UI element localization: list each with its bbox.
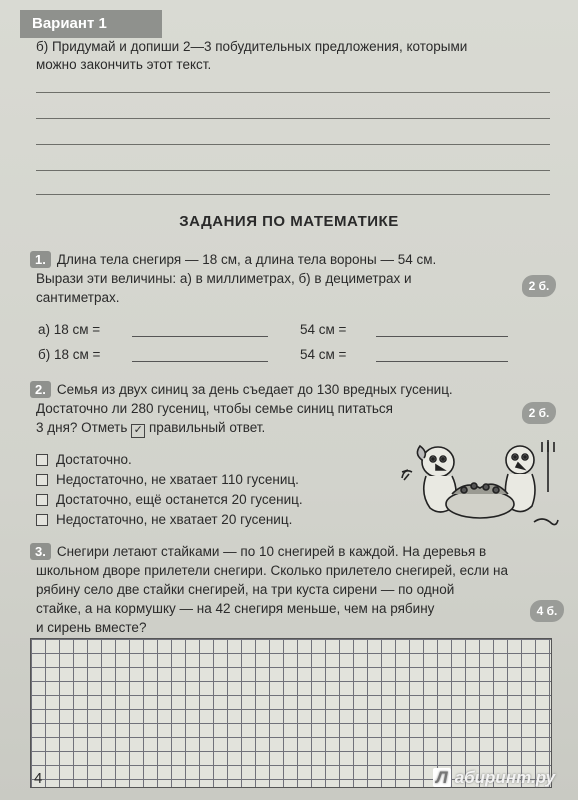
task1-row-a-left: а) 18 см =: [38, 322, 101, 337]
task2-line2: Достаточно ли 280 гусениц, чтобы семье синиц питаться: [36, 401, 393, 416]
task3-line2: школьном дворе прилетели снегири. Сколько прилетело снегирей, если на: [36, 563, 509, 578]
option-label: Достаточно, ещё останется 20 гусениц.: [56, 492, 303, 507]
checkbox[interactable]: [36, 454, 48, 466]
task3-line5: и сирень вместе?: [36, 620, 147, 635]
watermark-text: абиринт.ру: [454, 768, 556, 787]
checkbox[interactable]: [36, 514, 48, 526]
checkbox[interactable]: [36, 474, 48, 486]
writing-line[interactable]: [36, 144, 550, 145]
task2-text: [30, 380, 530, 438]
task3-number: 3.: [30, 543, 51, 560]
checkbox[interactable]: [36, 494, 48, 506]
task1-line1: Длина тела снегиря — 18 см, а длина тела вороны — 54 см.: [56, 252, 437, 267]
task2-line3-post: правильный ответ.: [148, 420, 266, 435]
task-b-text: [36, 38, 556, 74]
option-2[interactable]: [36, 472, 299, 487]
option-label: Достаточно.: [56, 452, 132, 467]
watermark-logo-mark: Л: [433, 768, 451, 787]
answer-blank[interactable]: [376, 336, 508, 337]
task3-line1: Снегири летают стайками — по 10 снегирей в каждой. На деревья в: [56, 544, 487, 559]
writing-line[interactable]: [36, 170, 550, 171]
task2-points-badge: 2 б.: [522, 402, 556, 424]
task3-points-badge: 4 б.: [530, 600, 564, 622]
task2-line3-pre: 3 дня? Отметь: [36, 420, 128, 435]
writing-line[interactable]: [36, 118, 550, 119]
task-b-line2: можно закончить этот текст.: [36, 57, 212, 72]
task3-text: [30, 542, 550, 637]
option-3[interactable]: [36, 492, 303, 507]
option-label: Недостаточно, не хватает 20 гусениц.: [56, 512, 293, 527]
answer-blank[interactable]: [132, 361, 268, 362]
task3-line3: рябину село две стайки снегирей, на три куста сирени — по одной: [36, 582, 455, 597]
task1-text: [30, 250, 530, 307]
answer-blank[interactable]: [376, 361, 508, 362]
option-1[interactable]: [36, 452, 132, 467]
task1-row-b-right: 54 см =: [300, 347, 347, 362]
option-4[interactable]: [36, 512, 292, 527]
writing-line[interactable]: [36, 92, 550, 93]
birds-eating-illustration: [400, 432, 560, 532]
task1-line2: Вырази эти величины: а) в миллиметрах, б) в дециметрах и: [36, 271, 412, 286]
task1-line3: сантиметрах.: [36, 290, 120, 305]
variant-label: Вариант 1: [20, 10, 162, 38]
section-title: ЗАДАНИЯ ПО МАТЕМАТИКЕ: [179, 213, 399, 230]
task3-line4: стайке, а на кормушку — на 42 снегиря меньше, чем на рябину: [36, 601, 435, 616]
answer-grid[interactable]: [30, 638, 552, 788]
task1-row-b-left: б) 18 см =: [38, 347, 101, 362]
task1-number: 1.: [30, 251, 51, 268]
checkmark-box-icon: ✓: [131, 424, 145, 438]
task2-number: 2.: [30, 381, 51, 398]
task1-row-a-right: 54 см =: [300, 322, 347, 337]
writing-line[interactable]: [36, 194, 550, 195]
task1-points-badge: 2 б.: [522, 275, 556, 297]
task-b-line1: б) Придумай и допиши 2—3 побудительных предложения, которыми: [36, 39, 468, 54]
task2-line1: Семья из двух синиц за день съедает до 130 вредных гусениц.: [56, 382, 453, 397]
answer-blank[interactable]: [132, 336, 268, 337]
option-label: Недостаточно, не хватает 110 гусениц.: [56, 472, 299, 487]
watermark-logo: [433, 768, 555, 788]
page-number: 4: [34, 770, 43, 787]
